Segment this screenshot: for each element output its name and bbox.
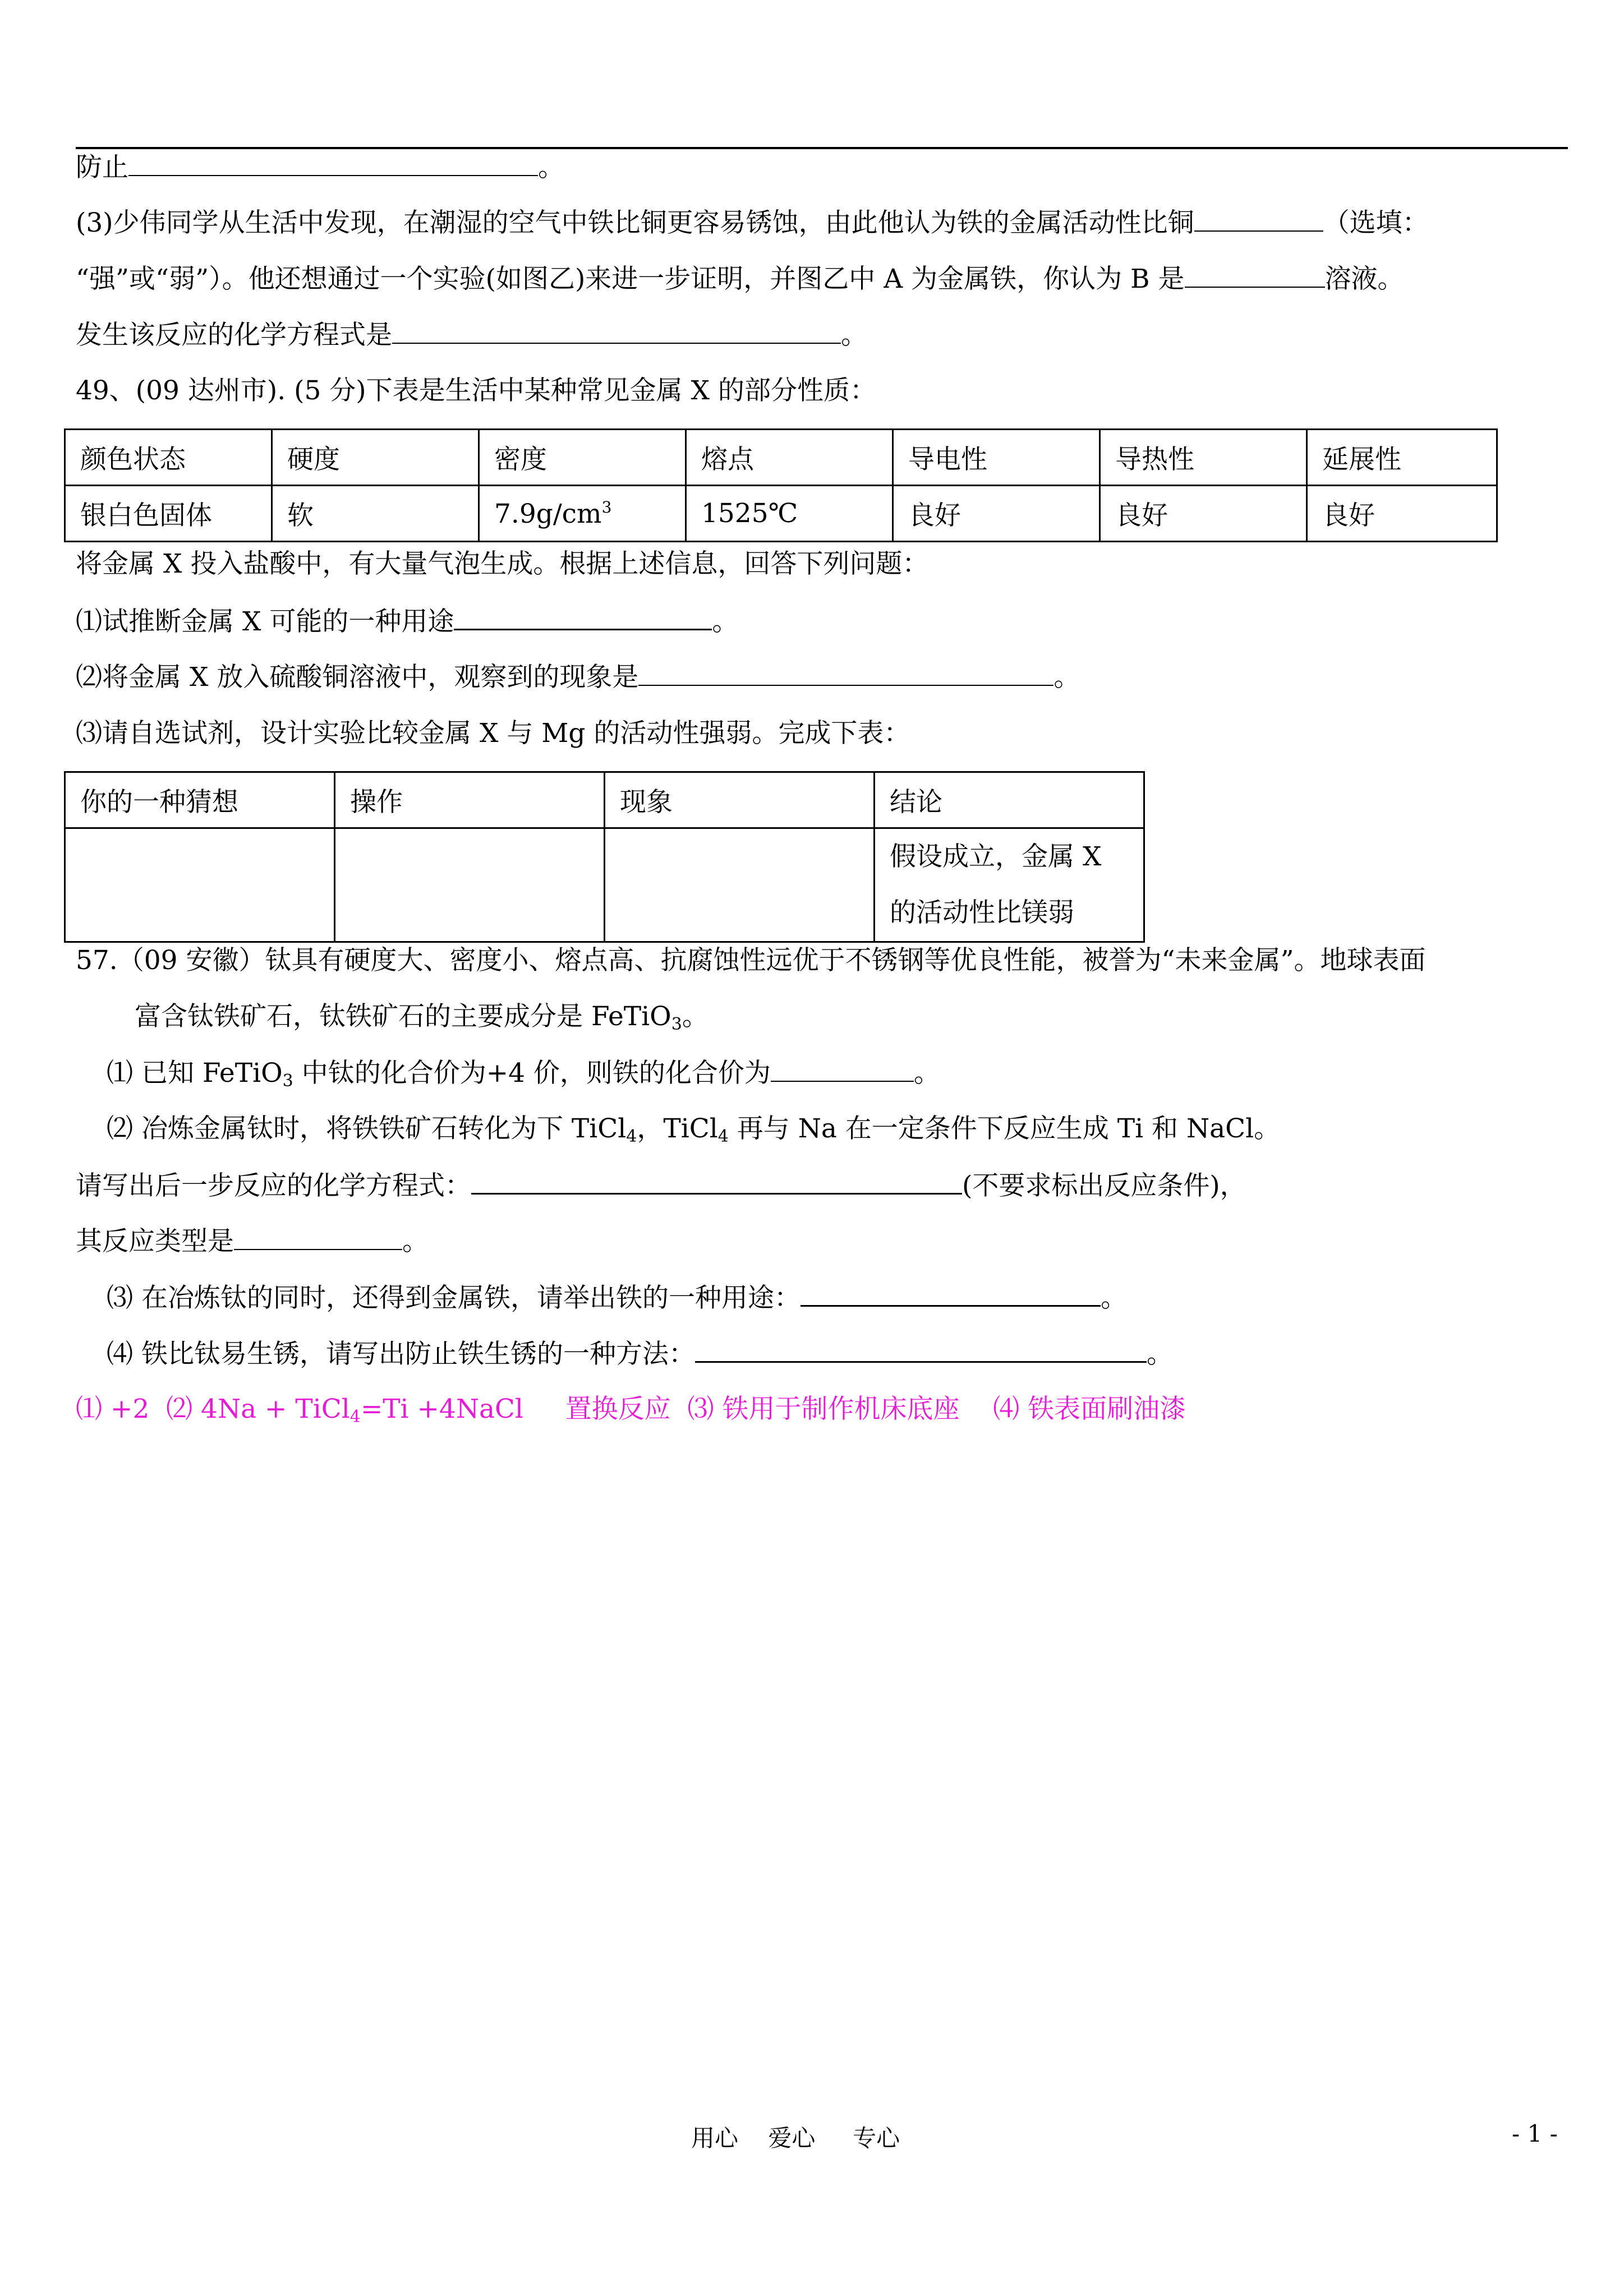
table-header: 密度	[479, 430, 686, 486]
answer-blank[interactable]	[234, 1224, 402, 1250]
q57-part1: ⑴ 已知 FeTiO$_3$ 中钛的化合价为+4 价，则铁的化合价为 。	[107, 1056, 940, 1098]
table-header: 导电性	[893, 430, 1100, 486]
q48-part3-line2: “强”或“弱”）。他还想通过一个实验(如图乙)来进一步证明，并图乙中 A 为金属铁，你认为 B 是 溶液。	[76, 262, 1404, 296]
q57-part3: ⑶ 在冶炼钛的同时，还得到金属铁，请举出铁的一种用途： 。	[107, 1280, 1127, 1315]
table-header: 颜色状态	[65, 430, 272, 486]
q57-reaction-type: 其反应类型是 。	[76, 1224, 429, 1258]
q57-answer-key: ⑴ +2 ⑵ 4Na + TiCl$_4$=Ti +4NaCl 置换反应 ⑶ 铁用于制作机床底座 ⑷ 铁表面刷油漆	[76, 1394, 1186, 1427]
table-cell: 良好	[1307, 486, 1497, 542]
table-header: 现象	[605, 772, 875, 828]
answer-blank[interactable]	[128, 150, 538, 176]
table-cell: 软	[272, 486, 479, 542]
page-number: - 1 -	[1512, 2120, 1558, 2147]
answer-blank[interactable]	[392, 318, 841, 344]
q49-part1: ⑴试推断金属 X 可能的一种用途 。	[76, 604, 738, 639]
answer-blank[interactable]	[1194, 206, 1323, 232]
q57-equation-question: 请写出后一步反应的化学方程式： (不要求标出反应条件)，	[76, 1168, 1246, 1203]
q49-part2: ⑵将金属 X 放入硫酸铜溶液中，观察到的现象是 。	[76, 660, 1080, 694]
table-cell: $7.9g/cm^3$	[479, 486, 686, 542]
table-cell: 良好	[1100, 486, 1307, 542]
q57-part2: ⑵ 冶炼金属钛时，将铁铁矿石转化为下 TiCl$_4$，TiCl$_4$ 再与 Na 在一定条件下反应生成 Ti 和 NaCl。	[107, 1113, 1281, 1146]
q48-part3-line: (3)少伟同学从生活中发现，在潮湿的空气中铁比铜更容易锈蚀，由此他认为铁的金属活动性比铜 （选填：	[76, 206, 1429, 240]
table-header: 延展性	[1307, 430, 1497, 486]
answer-blank[interactable]	[771, 1056, 914, 1082]
answer-blank[interactable]	[801, 1280, 1101, 1307]
operation-cell[interactable]	[335, 828, 605, 942]
metal-properties-table	[64, 428, 1498, 542]
table-header: 硬度	[272, 430, 479, 486]
q49-title: 49、(09 达州市). (5 分)下表是生活中某种常见金属 X 的部分性质：	[76, 375, 876, 406]
table-cell: 良好	[893, 486, 1100, 542]
table-header: 你的一种猜想	[65, 772, 335, 828]
answer-blank[interactable]	[695, 1336, 1147, 1363]
q49-part3: ⑶请自选试剂，设计实验比较金属 X 与 Mg 的活动性强弱。完成下表：	[76, 718, 910, 749]
table-header: 熔点	[686, 430, 893, 486]
footer-motto: 用心 爱心 专心	[691, 2124, 900, 2152]
q48-equation-line: 发生该反应的化学方程式是 。	[76, 318, 867, 352]
q48-line-prevent: 防止 。	[76, 150, 564, 185]
answer-blank[interactable]	[1185, 262, 1325, 288]
guess-cell[interactable]	[65, 828, 335, 942]
q57-intro: 富含钛铁矿石，钛铁矿石的主要成分是 FeTiO$_3$。	[135, 1001, 709, 1034]
table-cell: 1525℃	[686, 486, 893, 542]
phenomenon-cell[interactable]	[605, 828, 875, 942]
q57-part4: ⑷ 铁比钛易生锈，请写出防止铁生锈的一种方法： 。	[107, 1336, 1173, 1371]
top-rule	[76, 147, 1568, 149]
q57-title: 57.（09 安徽）钛具有硬度大、密度小、熔点高、抗腐蚀性远优于不锈钢等优良性能，被誉为“未来金属”。地球表面	[76, 945, 1426, 976]
conclusion-cell: 假设成立，金属 X 的活动性比镁弱	[875, 828, 1144, 942]
table-header: 结论	[875, 772, 1144, 828]
experiment-design-table	[64, 771, 1145, 943]
answer-blank[interactable]	[454, 604, 712, 630]
table-cell: 银白色固体	[65, 486, 272, 542]
table-header: 导热性	[1100, 430, 1307, 486]
answer-blank[interactable]	[638, 660, 1053, 686]
answer-blank[interactable]	[471, 1168, 962, 1195]
table-header: 操作	[335, 772, 605, 828]
q49-intro: 将金属 X 投入盐酸中，有大量气泡生成。根据上述信息，回答下列问题：	[76, 548, 929, 579]
